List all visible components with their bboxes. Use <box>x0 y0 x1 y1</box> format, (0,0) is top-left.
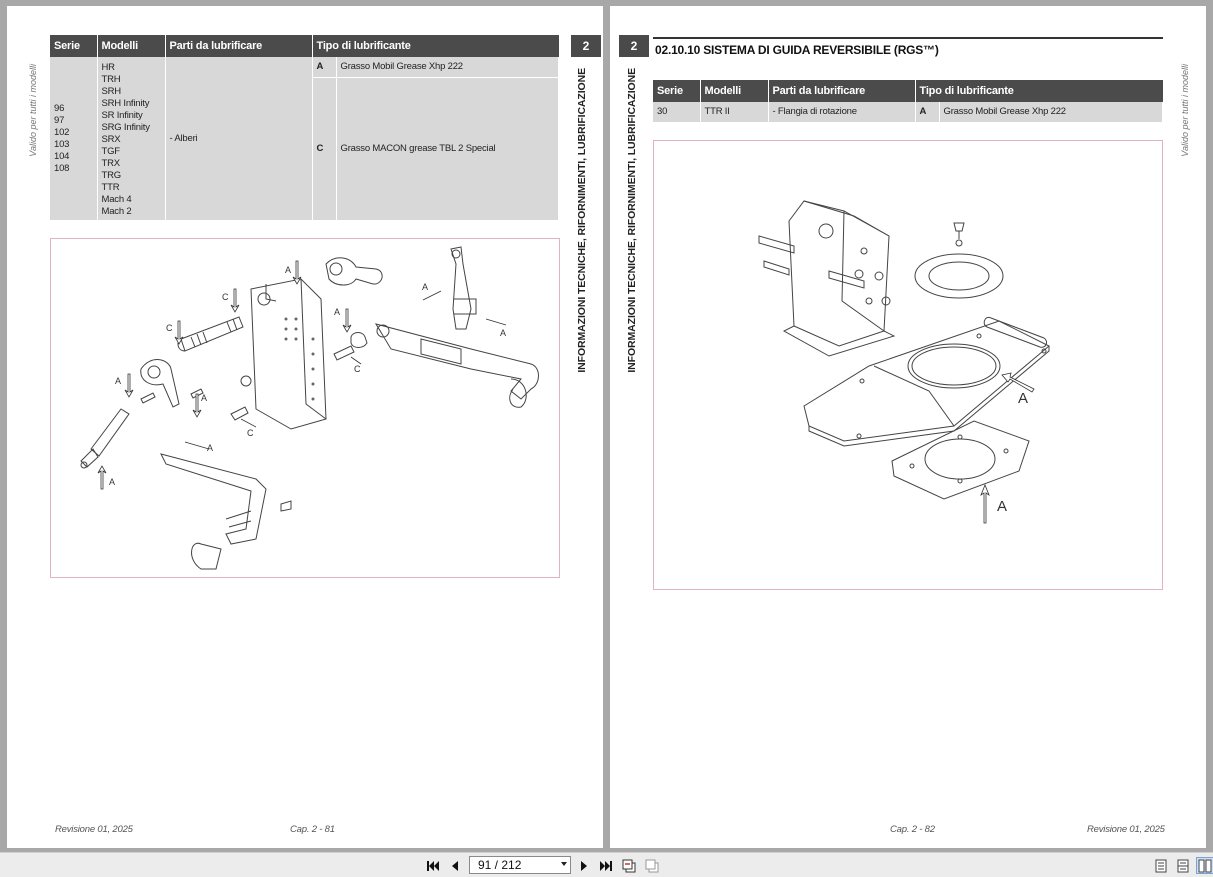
lubricant-code: A <box>915 102 939 122</box>
lubricant-name: Grasso MACON grease TBL 2 Special <box>336 77 559 220</box>
chevron-down-icon <box>561 862 567 866</box>
chapter-number-badge: 2 <box>619 35 649 57</box>
lubricant-code: C <box>312 77 336 220</box>
rgs-flange-drawing <box>654 141 1162 589</box>
figure-label: A <box>997 498 1008 515</box>
figure-label: A <box>115 376 122 386</box>
lift-linkage-figure <box>50 238 560 578</box>
lubricant-name: Grasso Mobil Grease Xhp 222 <box>939 102 1163 122</box>
side-valid-note: Valido per tutti i modelli <box>1180 64 1190 157</box>
pdf-viewer-toolbar <box>0 852 1213 877</box>
lubrication-table-right <box>653 80 1163 123</box>
figure-label: C <box>166 323 173 333</box>
figure-label: C <box>222 292 229 302</box>
side-chapter-title: INFORMAZIONI TECNICHE, RIFORNIMENTI, LUBRIFICAZIONE <box>576 68 588 373</box>
side-valid-note: Valido per tutti i modelli <box>28 64 38 157</box>
rotate-icon[interactable] <box>620 857 638 874</box>
lift-linkage-drawing <box>51 239 559 577</box>
footer-page-number: Cap. 2 - 82 <box>890 824 935 835</box>
header-modelli: Modelli <box>97 35 165 57</box>
figure-label: C <box>354 364 361 374</box>
parti-cell: - Flangia di rotazione <box>768 102 915 122</box>
page-indicator: 91 / 212 <box>478 858 522 872</box>
section-rule <box>653 37 1163 39</box>
figure-label: A <box>285 265 292 275</box>
figure-label: A <box>1018 390 1029 407</box>
figure-label: A <box>334 307 341 317</box>
left-page <box>7 6 603 848</box>
right-page <box>610 6 1206 848</box>
copy-icon[interactable] <box>643 857 661 874</box>
previous-page-icon[interactable] <box>446 857 464 874</box>
two-page-view-icon[interactable] <box>1196 857 1213 874</box>
header-serie: Serie <box>653 80 700 102</box>
figure-label: A <box>109 477 116 487</box>
lubricant-name: Grasso Mobil Grease Xhp 222 <box>336 57 559 77</box>
side-chapter-title: INFORMAZIONI TECNICHE, RIFORNIMENTI, LUBRIFICAZIONE <box>626 68 638 373</box>
rgs-flange-figure <box>653 140 1163 590</box>
header-parti: Parti da lubrificare <box>165 35 312 57</box>
last-page-icon[interactable] <box>597 857 615 874</box>
continuous-view-icon[interactable] <box>1174 857 1192 874</box>
parti-cell: - Alberi <box>165 57 312 221</box>
figure-label: A <box>500 328 507 338</box>
footer-revision: Revisione 01, 2025 <box>1087 824 1165 835</box>
figure-label: A <box>422 282 429 292</box>
figure-label: A <box>201 393 208 403</box>
next-page-icon[interactable] <box>575 857 593 874</box>
lubrication-table-left <box>50 35 559 221</box>
modelli-cell: HR TRH SRH SRH Infinity SR Infinity SRG Infinity SRX TGF TRX TRG TTR Mach 4 Mach 2 <box>97 57 165 221</box>
header-tipo: Tipo di lubrificante <box>915 80 1163 102</box>
serie-cell: 96 97 102 103 104 108 <box>50 57 97 221</box>
header-modelli: Modelli <box>700 80 768 102</box>
first-page-icon[interactable] <box>424 857 442 874</box>
footer-page-number: Cap. 2 - 81 <box>290 824 335 835</box>
figure-label: A <box>207 443 214 453</box>
page-number-select[interactable] <box>469 856 571 874</box>
chapter-number-badge: 2 <box>571 35 601 57</box>
footer-revision: Revisione 01, 2025 <box>55 824 133 835</box>
section-title: 02.10.10 SISTEMA DI GUIDA REVERSIBILE (RGS™) <box>655 43 939 57</box>
header-parti: Parti da lubrificare <box>768 80 915 102</box>
header-serie: Serie <box>50 35 97 57</box>
figure-label: C <box>247 428 254 438</box>
modelli-cell: TTR II <box>700 102 768 122</box>
single-page-view-icon[interactable] <box>1152 857 1170 874</box>
serie-cell: 30 <box>653 102 700 122</box>
lubricant-code: A <box>312 57 336 77</box>
header-tipo: Tipo di lubrificante <box>312 35 559 57</box>
